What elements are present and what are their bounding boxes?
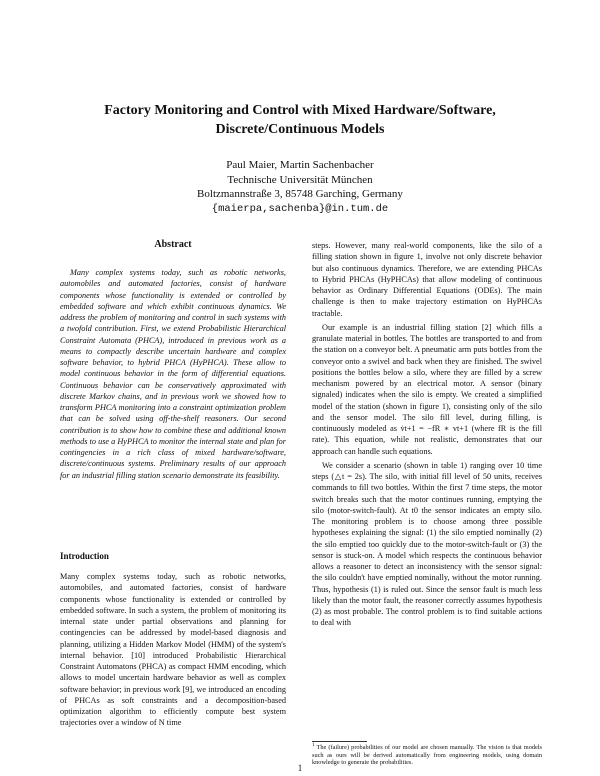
intro-paragraph: Many complex systems today, such as robotic networks, automobiles, and automated factories, consist of hardware components whose functionality is extended or controlled by embedded software. In such a system, the problem of monitoring its internal state under partial observations and planning for contingencies can be addressed by model-based diagnosis and planning, utilizing a Hidden Markov Model (HMM) of the system's internal behavior. [10] introduced Probabilistic Hierarchical Constraint Automatons (PHCA) as compact HMM encoding, which allows to model uncertain hardware behavior as well as complex software behavior; in previous work [9], we introduced an encoding of PHCAs as soft constraints and a decomposition-based optimization algorithm to efficiently compute best system trajectories over a window of N time xyxy=(60,572,286,728)
abstract-heading: Abstract xyxy=(154,239,192,250)
left-column-body xyxy=(60,571,286,729)
address: Boltzmannstraße 3, 85748 Garching, Germany xyxy=(197,188,403,200)
page-number: 1 xyxy=(297,763,303,773)
right-paragraph-3: We consider a scenario (shown in table 1) ranging over 10 time steps (△t = 2s). The silo, with initial fill level of 50 units, receives commands to fill two bottles. Within the first 7 time steps, the motor switch breaks such that the motor continues running, emptying the silo (motor-switch-fault). At t0 the sensor indicates an empty silo. The monitoring problem is to choose among three possible hypotheses explaining the signal: (1) the silo emptied nominally (2) the silo emptied too quickly due to the motor-switch-fault or (3) the sensor is stuck-on. A model which respects the continuous behavior allows a reasoner to detect an inconsistency with the sensor signal: the silo couldn't have emptied nominally, without the motor running. Thus, hypothesis (1) is ruled out. Since the sensor fault is much less likely than the motor fault, the reasoner correctly assumes hypothesis (2) as most probable. The control problem is to find suitable actions to deal with xyxy=(312,460,542,628)
paper-title xyxy=(60,101,540,139)
title-line-1: Factory Monitoring and Control with Mixed Hardware/Software, xyxy=(104,103,496,118)
introduction-heading: Introduction xyxy=(60,551,109,561)
title-line-2: Discrete/Continuous Models xyxy=(215,122,385,137)
email: {maierpa,sachenba}@in.tum.de xyxy=(211,202,389,215)
author-names: Paul Maier, Martin Sachenbacher xyxy=(226,159,374,171)
footnote-text: The (failure) probabilities of our model are chosen manually. The vision is that models such as ours will be derived automatically from engineering models, using domain knowledge to generate the probabilities. xyxy=(312,744,542,767)
right-paragraph-1: steps. However, many real-world components, like the silo of a filling station shown in figure 1, involve not only discrete behavior but also continuous dynamics. Therefore, we are extending PHCAs to Hybrid PHCAs (HyPHCAs) that allow modeling of continuous behavior as Ordinary Differential Equations (ODEs). The main challenge is then to make trajectory estimation on HyPHCAs tractable. xyxy=(312,241,542,318)
footnote-mark: 1 xyxy=(312,742,315,748)
footnote-rule xyxy=(312,741,367,742)
author-block xyxy=(100,158,500,216)
right-paragraph-2: Our example is an industrial filling station [2] which fills a granulate material in bottles. The bottles are transported to and from the station on a conveyor belt. A pneumatic arm puts bottles from the conveyor onto a swivel and back when they are finished. The swivel positions the bottles below a silo, where they are filled by a screw mechanism powered by an electrical motor. A sensor (binary signaled) indicates when the silo is empty. We created a simplified model of the station (shown in figure 1), consisting only of the silo and the sensor model. The silo fill level, during filling, is continuously modeled as v̇t+1 = −fR ∗ vt+1 (where fR is the fill rate). This equation, while not realistic, demonstrates that our approach can handle such equations. xyxy=(312,322,542,456)
affiliation: Technische Universität München xyxy=(227,173,373,186)
abstract-text: Many complex systems today, such as robotic networks, automobiles and automated factories, consist of hardware components whose functionality is extended or controlled by embedded software and which exhibit continuous dynamics. We address the problem of monitoring and control in such systems with a twofold contribution. First, we extend Probabilistic Hierarchical Constraint Automata (PHCA), introduced in previous work as a means to compactly describe uncertain hardware and complex software behavior, to hybrid PHCA (HyPHCA). These allow to model continuous behavior in the form of differential equations. Continuous behavior can be conservatively approximated with discrete Markov chains, and in previous work we showed how to transform PHCA monitoring into a constraint optimization problem that can be solved using off-the-shelf reasoners. Our second contribution is to show how to combine these and additional known methods to use a HyPHCA to monitor the internal state and plan for contingencies in a rich class of mixed hardware/software, discrete/continuous systems. Preliminary results of our approach for an industrial filling station scenario demonstrate its feasibility. xyxy=(60,268,286,480)
right-column-body xyxy=(312,240,542,629)
